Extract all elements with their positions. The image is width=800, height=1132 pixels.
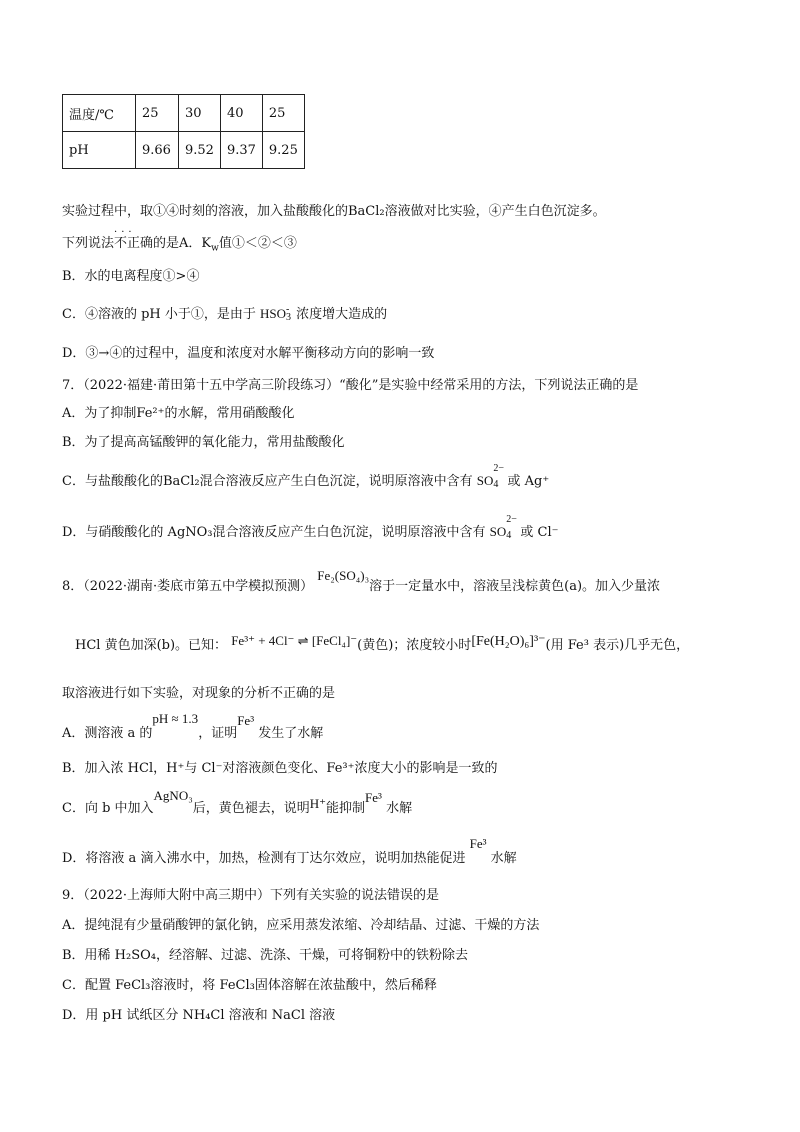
q8-line2-mid: (黄色)；浓度较小时: [357, 638, 472, 653]
q8-option-c-mid: 后，黄色褪去，说明: [192, 801, 310, 816]
ferric-ion: Fe³: [469, 836, 487, 851]
sulfate-sub: 4: [506, 530, 512, 541]
table-cell: 30: [179, 95, 221, 132]
q8-option-d-pre: D．将溶液 a 滴入沸水中，加热，检测有丁达尔效应，说明加热能促进: [62, 851, 466, 866]
table-cell: 9.25: [262, 132, 304, 169]
q8-option-d-post: 水解: [490, 851, 517, 866]
q9-option-b: B．用稀 H₂SO₄，经溶解、过滤、洗涤、干燥，可将铜粉中的铁粉除去: [62, 948, 469, 963]
q8-option-c-mid2: 能抑制: [326, 801, 366, 816]
q8-option-b: B．加入浓 HCl，H⁺与 Cl⁻对溶液颜色变化、Fe³⁺浓度大小的影响是一致的: [62, 761, 498, 776]
q6-option-d: D．③→④的过程中，温度和浓度对水解平衡移动方向的影响一致: [62, 346, 435, 361]
q6-stem-post: 的是A．K: [153, 236, 212, 251]
table-cell: 40: [220, 95, 262, 132]
q9-option-c: C．配置 FeCl₃溶液时，将 FeCl₃固体溶解在浓盐酸中，然后稀释: [62, 978, 437, 993]
table-row: [63, 132, 305, 169]
hexaaqua-complex: [Fe(H₂O)₆]³⁻: [471, 634, 546, 649]
q8-option-c-post: 水解: [386, 801, 413, 816]
q8-option-a-mid: ，证明: [198, 726, 238, 741]
q7-stem: 7．（2022·福建·莆田第十五中学高三阶段练习）“酸化”是实验中经常采用的方法，下列说法正确的是: [62, 378, 639, 393]
q7-option-c-pre: C．与盐酸酸化的BaCl₂混合溶液反应产生白色沉淀，说明原溶液中含有: [62, 474, 473, 489]
q9-option-d: D．用 pH 试纸区分 NH₄Cl 溶液和 NaCl 溶液: [62, 1008, 336, 1023]
silver-nitrate: AgNO₃: [153, 788, 193, 803]
sulfate-text: SO: [489, 524, 507, 539]
q8-number: 8．（2022·湖南·娄底市第五中学模拟预测）: [62, 579, 314, 594]
hso3-formula: [260, 306, 292, 321]
table-header-temp: 温度/℃: [63, 95, 136, 132]
q8-option-c-pre: C．向 b 中加入: [62, 801, 154, 816]
q7-option-c: [62, 463, 550, 490]
q6-stem-emphasis: [114, 227, 154, 251]
sulfate-sub: 4: [493, 479, 499, 490]
q6-stem-pre: 下列说法: [62, 236, 115, 251]
ferric-ion: Fe³: [365, 790, 382, 805]
table-cell: 25: [136, 95, 179, 132]
hydrogen-ion: H⁺: [309, 796, 327, 811]
sulfate-text: SO: [476, 473, 494, 488]
q6-stem: [62, 227, 297, 254]
q7-option-d-post: 或 Cl⁻: [520, 525, 559, 540]
q8-option-a-post: 发生了水解: [258, 726, 324, 741]
temperature-ph-table: [62, 94, 305, 169]
hso3-sup: -: [286, 304, 290, 315]
ph-value: pH ≈ 1.3: [152, 711, 199, 726]
sulfate-charge: 2−: [506, 514, 517, 525]
q8-option-a-pre: A．测溶液 a 的: [62, 726, 153, 741]
table-cell: 25: [262, 95, 304, 132]
sulfate-charge: 2−: [493, 463, 504, 474]
q6-option-c-pre: C．④溶液的 pH 小于①，是由于: [62, 307, 256, 322]
q9-stem: 9．（2022·上海师大附中高三期中）下列有关实验的说法错误的是: [62, 888, 439, 903]
q8-option-c: [62, 788, 413, 816]
q7-option-d: [62, 514, 559, 541]
equilibrium-equation: Fe³⁺ + 4Cl⁻ ⇌ [FeCl₄]⁻: [231, 633, 358, 648]
q8-line1-post: 溶于一定量水中，溶液呈浅棕黄色(a)。加入少量浓: [369, 579, 661, 594]
q8-option-a: [62, 711, 324, 741]
table-header-ph: pH: [63, 132, 136, 169]
q6-kw-sub: w: [211, 243, 219, 254]
q6-option-b: B．水的电离程度①>④: [62, 269, 200, 284]
q7-option-c-post: 或 Ag⁺: [507, 474, 550, 489]
q8-line2-pre: HCl 黄色加深(b)。已知：: [75, 638, 228, 653]
q7-option-a: A．为了抑制Fe²⁺的水解，常用硝酸酸化: [62, 406, 295, 421]
table-cell: 9.37: [220, 132, 262, 169]
q6-intro: 实验过程中，取①④时刻的溶液，加入盐酸酸化的BaCl₂溶液做对比实验，④产生白色沉淀多。: [62, 204, 606, 219]
q6-emphasis-text: 不正确: [114, 236, 154, 251]
q6-option-c: [62, 303, 387, 322]
q8-line2-post: (用 Fe³ 表示)几乎无色，: [545, 638, 690, 653]
ferric-ion: Fe³: [237, 713, 255, 728]
q8-option-d: [62, 836, 517, 866]
emphasis-dots: ···: [114, 227, 136, 238]
q6-option-c-post: 浓度增大造成的: [296, 307, 388, 322]
q6-stem-end: 值①＜②＜③: [218, 236, 297, 251]
sulfate-ion: [489, 514, 517, 541]
table-row: [63, 95, 305, 132]
q7-option-d-pre: D．与硝酸酸化的 AgNO₃混合溶液反应产生白色沉淀，说明原溶液中含有: [62, 525, 486, 540]
q8-line2: [75, 634, 689, 654]
table-cell: 9.66: [136, 132, 179, 169]
table-cell: 9.52: [179, 132, 221, 169]
sulfate-ion: [476, 463, 504, 490]
q8-line3: 取溶液进行如下实验，对现象的分析不正确的是: [62, 686, 336, 701]
q7-option-b: B．为了提高高锰酸钾的氧化能力，常用盐酸酸化: [62, 435, 345, 450]
hso3-sub: 3: [286, 312, 292, 323]
q8-line1: [62, 568, 661, 594]
hso3-text: HSO: [260, 306, 287, 321]
q9-option-a: A．提纯混有少量硝酸钾的氯化钠，应采用蒸发浓缩、冷却结晶、过滤、干燥的方法: [62, 918, 540, 933]
iron-sulfate-formula: Fe₂(SO₄)₃: [317, 568, 370, 583]
